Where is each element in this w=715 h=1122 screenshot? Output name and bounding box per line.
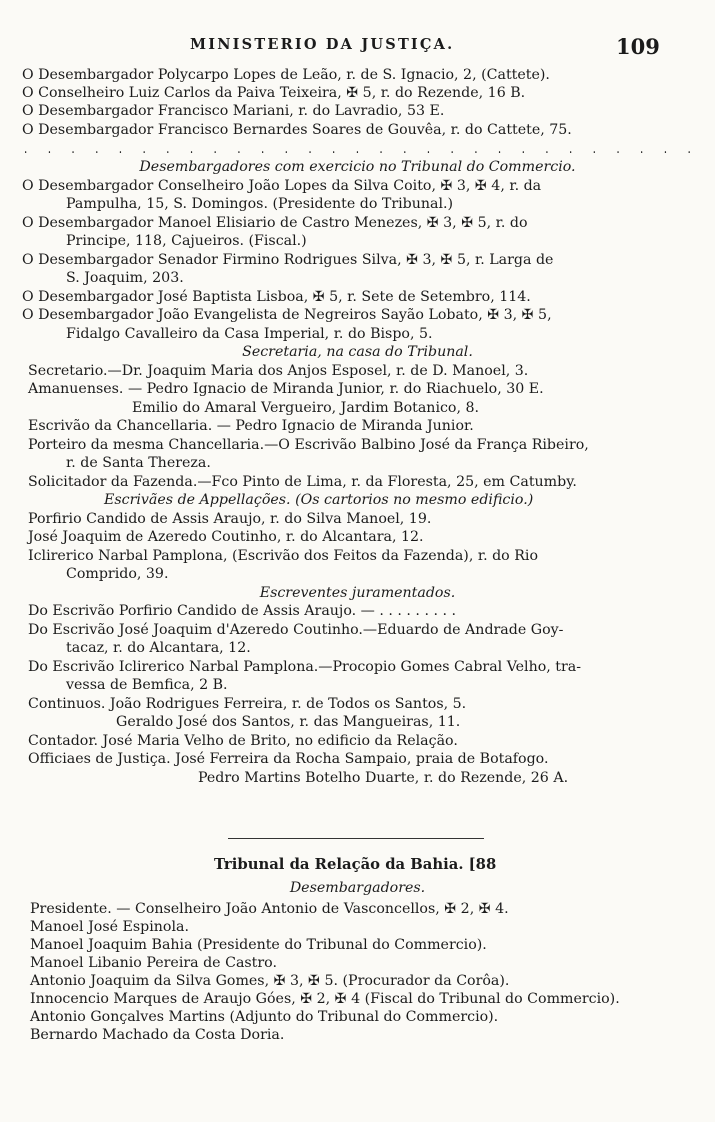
section-heading: Desembargadores. <box>289 880 426 896</box>
section-heading: Secretaria, na casa do Tribunal. <box>242 344 473 360</box>
text-line: Manoel José Espinola. <box>30 919 189 935</box>
text-line: O Desembargador Polycarpo Lopes de Leão, r. de S. Ignacio, 2, (Cattete). <box>22 67 550 83</box>
dotted-separator: . . . . . . . . . . . . . . . . . . . . . . . . . . . . . <box>24 141 700 157</box>
text-line: Antonio Joaquim da Silva Gomes, ✠ 3, ✠ 5. (Procurador da Corôa). <box>30 973 510 989</box>
text-line: José Joaquim de Azeredo Coutinho, r. do Alcantara, 12. <box>28 529 424 545</box>
text-line: Secretario.—Dr. Joaquim Maria dos Anjos Esposel, r. de D. Manoel, 3. <box>28 363 529 379</box>
text-line: Principe, 118, Cajueiros. (Fiscal.) <box>66 233 307 249</box>
text-line: Do Escrivão Porfirio Candido de Assis Araujo. — . . . . . . . . . <box>28 603 457 619</box>
text-line: O Conselheiro Luiz Carlos da Paiva Teixeira, ✠ 5, r. do Rezende, 16 B. <box>22 85 526 101</box>
text-line: Antonio Gonçalves Martins (Adjunto do Tribunal do Commercio). <box>30 1009 499 1025</box>
text-line: O Desembargador Senador Firmino Rodrigues Silva, ✠ 3, ✠ 5, r. Larga de <box>22 252 554 268</box>
text-line: Iclirerico Narbal Pamplona, (Escrivão dos Feitos da Fazenda), r. do Rio <box>28 548 538 564</box>
page-number: 109 <box>616 34 660 59</box>
text-line: Do Escrivão Iclirerico Narbal Pamplona.—Procopio Gomes Cabral Velho, tra- <box>28 659 582 675</box>
section-heading: Escreventes juramentados. <box>259 585 456 601</box>
text-line: Presidente. — Conselheiro João Antonio de Vasconcellos, ✠ 2, ✠ 4. <box>30 901 509 917</box>
text-line: O Desembargador Francisco Bernardes Soares de Gouvêa, r. do Cattete, 75. <box>22 122 572 138</box>
text-line: Contador. José Maria Velho de Brito, no edificio da Relação. <box>28 733 458 749</box>
text-line: Pedro Martins Botelho Duarte, r. do Rezende, 26 A. <box>198 770 569 786</box>
text-line: Emilio do Amaral Vergueiro, Jardim Botanico, 8. <box>132 400 480 416</box>
text-line: Fidalgo Cavalleiro da Casa Imperial, r. do Bispo, 5. <box>66 326 433 342</box>
text-line: Amanuenses. — Pedro Ignacio de Miranda Junior, r. do Riachuelo, 30 E. <box>28 381 544 397</box>
section-heading: Desembargadores com exercicio no Tribunal do Commercio. <box>139 159 576 175</box>
text-line: Comprido, 39. <box>66 566 169 582</box>
text-line: O Desembargador Manoel Elisiario de Castro Menezes, ✠ 3, ✠ 5, r. do <box>22 215 528 231</box>
text-line: Bernardo Machado da Costa Doria. <box>30 1027 285 1043</box>
text-line: S. Joaquim, 203. <box>66 270 184 286</box>
text-line: Innocencio Marques de Araujo Góes, ✠ 2, ✠ 4 (Fiscal do Tribunal do Commercio). <box>30 991 620 1007</box>
text-line: Escrivão da Chancellaria. — Pedro Ignacio de Miranda Junior. <box>28 418 474 434</box>
text-line: tacaz, r. do Alcantara, 12. <box>66 640 251 656</box>
text-line: O Desembargador Conselheiro João Lopes da Silva Coito, ✠ 3, ✠ 4, r. da <box>22 178 542 194</box>
page-header <box>0 36 715 66</box>
section-heading: Escrivães de Appellações. (Os cartorios no mesmo edificio.) <box>104 492 534 508</box>
section-title: Tribunal da Relação da Bahia. [88 <box>214 856 497 873</box>
text-line: Manoel Joaquim Bahia (Presidente do Tribunal do Commercio). <box>30 937 487 953</box>
text-line: Geraldo José dos Santos, r. das Mangueiras, 11. <box>116 714 461 730</box>
text-line: Do Escrivão José Joaquim d'Azeredo Coutinho.—Eduardo de Andrade Goy- <box>28 622 564 638</box>
text-line: Porfirio Candido de Assis Araujo, r. do Silva Manoel, 19. <box>28 511 432 527</box>
text-line: Porteiro da mesma Chancellaria.—O Escrivão Balbino José da França Ribeiro, <box>28 437 589 453</box>
text-line: Continuos. João Rodrigues Ferreira, r. de Todos os Santos, 5. <box>28 696 467 712</box>
text-line: vessa de Bemfica, 2 B. <box>66 677 228 693</box>
text-line: O Desembargador José Baptista Lisboa, ✠ 5, r. Sete de Setembro, 114. <box>22 289 531 305</box>
running-head: MINISTERIO DA JUSTIÇA. <box>190 36 455 53</box>
text-line: O Desembargador Francisco Mariani, r. do Lavradio, 53 E. <box>22 103 445 119</box>
text-line: r. de Santa Thereza. <box>66 455 211 471</box>
text-line: Officiaes de Justiça. José Ferreira da Rocha Sampaio, praia de Botafogo. <box>28 751 549 767</box>
text-line: Pampulha, 15, S. Domingos. (Presidente do Tribunal.) <box>66 196 454 212</box>
text-line: O Desembargador João Evangelista de Negreiros Sayão Lobato, ✠ 3, ✠ 5, <box>22 307 552 323</box>
text-line: Solicitador da Fazenda.—Fco Pinto de Lima, r. da Floresta, 25, em Catumby. <box>28 474 577 490</box>
text-line: Manoel Libanio Pereira de Castro. <box>30 955 277 971</box>
section-divider <box>228 838 484 839</box>
